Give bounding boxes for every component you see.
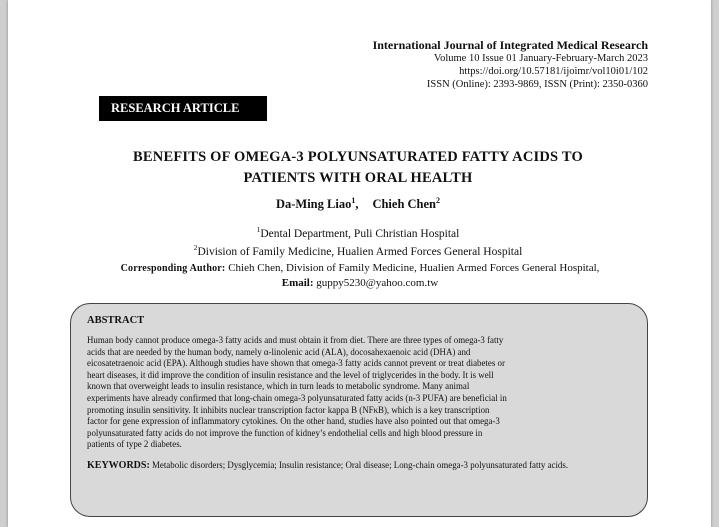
journal-volume: Volume 10 Issue 01 January-February-March 2023 [433,53,648,64]
email-label: Email: [281,277,314,289]
abstract-text [87,335,631,451]
abstract-line: promoting insulin sensitivity. It inhibits nuclear transcription factor kappa B (NFκB), which is a key transcription [87,404,490,415]
keywords-text: Metabolic disorders; Dysglycemia; Insulin resistance; Oral disease; Long-chain omega-3 polyunsaturated fatty acids. [152,459,569,470]
abstract-line: polyunsaturated fatty acids do not improve the function of kidney’s endothelial cells and high blood pressure in [87,427,483,438]
article-title [68,147,648,189]
email-address[interactable]: guppy5230@yahoo.com.tw [316,277,439,289]
affiliations [68,223,648,259]
author-name: Da-Ming Liao [275,197,352,212]
title-line: BENEFITS OF OMEGA-3 POLYUNSATURATED FATTY ACIDS TO [133,149,583,165]
article-type-badge: RESEARCH ARTICLE [99,96,267,121]
title-line: PATIENTS WITH ORAL HEALTH [243,170,473,186]
journal-issn: ISSN (Online): 2393-9869, ISSN (Print): 2350-0360 [426,79,648,90]
abstract-line: acids that are needed by the human body, namely α-linolenic acid (ALA), docosahexaenoic acid (DHA) and [87,346,471,357]
abstract-line: known that overweight leads to insulin resistance, which in turn leads to metabolic syndrome. Many animal [87,381,470,392]
abstract-line: heart diseases, it did improve the condition of insulin resistance and the level of triglycerides in the body. It is well [87,369,494,380]
abstract-line: patients of type 2 diabetes. [87,439,182,450]
abstract-line: factor for gene expression of inflammatory cytokines. On the other hand, studies have also pointed out that omega-3 [87,416,500,427]
author-name: Chieh Chen [372,197,437,212]
author-affiliation-mark: 2 [436,196,441,205]
author-separator: , [355,197,359,212]
abstract-line: Human body cannot produce omega-3 fatty acids and must obtain it from diet. There are three types of omega-3 fatty [87,335,504,345]
abstract-heading: ABSTRACT [87,315,145,326]
corresponding-author [76,261,644,290]
corresponding-author-text: Chieh Chen, Division of Family Medicine, Hualien Armed Forces General Hospital, [228,262,600,274]
abstract-line: experiments have already confirmed that long-chain omega-3 polyunsaturated fatty acids (n-3 PUFA) are beneficial in [87,392,507,403]
journal-header [373,38,648,91]
affiliation-mark: 1 [256,225,261,234]
abstract-box [70,303,648,517]
affiliation [68,223,648,241]
affiliation-text: Division of Family Medicine, Hualien Armed Forces General Hospital [197,245,523,258]
abstract-line: eicosatetraenoic acid (EPA). Although studies have shown that omega-3 fatty acids cannot prevent or treat diabetes or [87,358,505,369]
author-list [68,196,648,212]
affiliation-text: Dental Department, Puli Christian Hospital [260,227,460,240]
affiliation [68,241,648,259]
corresponding-author-label: Corresponding Author: [120,263,226,274]
keywords [87,460,631,472]
author-affiliation-mark: 1 [351,196,356,205]
affiliation-mark: 2 [193,242,198,252]
journal-doi: https://doi.org/10.57181/ijoimr/vol10i01/102 [459,66,648,77]
document-page [8,0,711,527]
journal-name: International Journal of Integrated Medical Research [372,38,648,52]
keywords-label: KEYWORDS: [87,459,150,471]
